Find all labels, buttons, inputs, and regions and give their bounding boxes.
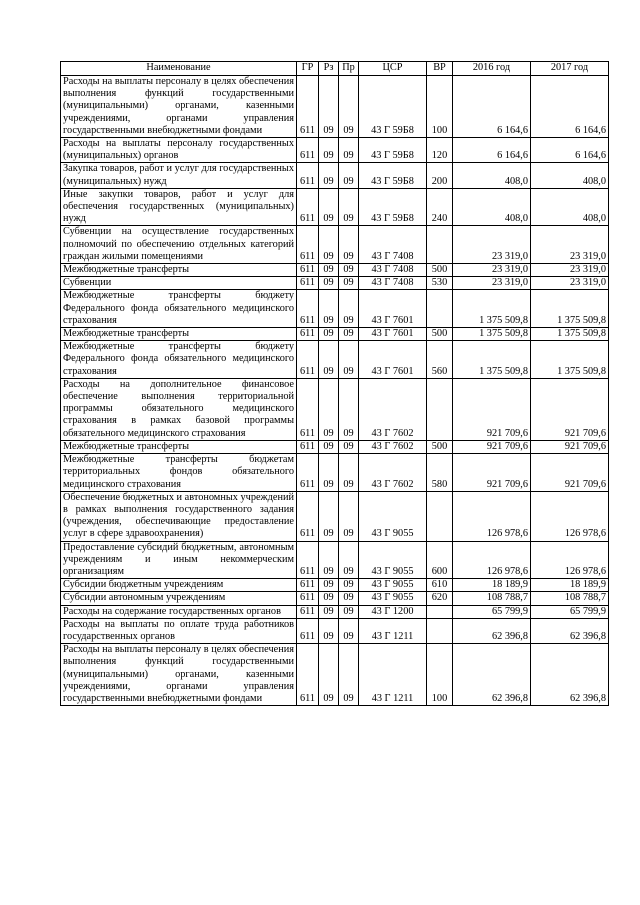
cell-rz: 09	[319, 328, 339, 341]
table-row	[61, 605, 609, 618]
cell-csr: 43 Г 7408	[359, 226, 427, 264]
cell-rz: 09	[319, 138, 339, 163]
cell-rz: 09	[319, 592, 339, 605]
cell-rz: 09	[319, 226, 339, 264]
cell-pr: 09	[339, 277, 359, 290]
cell-name: Субвенции	[61, 277, 297, 290]
cell-gr: 611	[297, 378, 319, 440]
table-row	[61, 76, 609, 138]
cell-amount-2017: 108 788,7	[531, 592, 609, 605]
cell-csr: 43 Г 9055	[359, 579, 427, 592]
cell-gr: 611	[297, 341, 319, 379]
cell-name: Межбюджетные трансферты бюджетам территориальных фондов обязательного медицинского страхования	[61, 454, 297, 492]
cell-amount-2017: 408,0	[531, 188, 609, 226]
table-row	[61, 644, 609, 706]
cell-name: Субсидии автономным учреждениям	[61, 592, 297, 605]
cell-csr: 43 Г 1211	[359, 618, 427, 643]
cell-amount-2017: 921 709,6	[531, 440, 609, 453]
cell-csr: 43 Г 9055	[359, 541, 427, 579]
cell-name: Межбюджетные трансферты	[61, 440, 297, 453]
cell-amount-2017: 921 709,6	[531, 454, 609, 492]
cell-vr	[427, 290, 453, 328]
cell-name: Субвенции на осуществление государственных полномочий по обеспечению отдельных категорий граждан жилыми помещениями	[61, 226, 297, 264]
cell-name: Межбюджетные трансферты бюджету Федерального фонда обязательного медицинского страхования	[61, 290, 297, 328]
cell-name: Расходы на содержание государственных органов	[61, 605, 297, 618]
cell-gr: 611	[297, 76, 319, 138]
cell-rz: 09	[319, 618, 339, 643]
table-row	[61, 579, 609, 592]
cell-vr: 100	[427, 644, 453, 706]
table-header-row	[61, 62, 609, 76]
table-row	[61, 341, 609, 379]
cell-rz: 09	[319, 163, 339, 188]
cell-rz: 09	[319, 605, 339, 618]
cell-gr: 611	[297, 541, 319, 579]
table-row	[61, 188, 609, 226]
cell-gr: 611	[297, 226, 319, 264]
cell-amount-2016: 921 709,6	[453, 378, 531, 440]
cell-amount-2016: 23 319,0	[453, 226, 531, 264]
cell-amount-2017: 1 375 509,8	[531, 290, 609, 328]
cell-csr: 43 Г 7601	[359, 328, 427, 341]
table-row	[61, 378, 609, 440]
cell-vr: 500	[427, 440, 453, 453]
cell-rz: 09	[319, 440, 339, 453]
table-row	[61, 618, 609, 643]
cell-amount-2017: 6 164,6	[531, 138, 609, 163]
cell-amount-2016: 6 164,6	[453, 76, 531, 138]
table-row	[61, 163, 609, 188]
cell-amount-2016: 126 978,6	[453, 491, 531, 541]
cell-amount-2017: 18 189,9	[531, 579, 609, 592]
cell-pr: 09	[339, 592, 359, 605]
cell-name: Расходы на выплаты по оплате труда работников государственных органов	[61, 618, 297, 643]
cell-csr: 43 Г 7602	[359, 454, 427, 492]
cell-amount-2016: 23 319,0	[453, 277, 531, 290]
cell-amount-2017: 23 319,0	[531, 277, 609, 290]
cell-amount-2017: 23 319,0	[531, 264, 609, 277]
cell-vr: 120	[427, 138, 453, 163]
cell-pr: 09	[339, 163, 359, 188]
cell-csr: 43 Г 59Б8	[359, 76, 427, 138]
cell-gr: 611	[297, 644, 319, 706]
cell-amount-2016: 1 375 509,8	[453, 328, 531, 341]
cell-csr: 43 Г 1200	[359, 605, 427, 618]
cell-vr	[427, 618, 453, 643]
cell-gr: 611	[297, 188, 319, 226]
cell-name: Межбюджетные трансферты бюджету Федерального фонда обязательного медицинского страхования	[61, 341, 297, 379]
cell-name: Межбюджетные трансферты	[61, 264, 297, 277]
table-row	[61, 491, 609, 541]
cell-rz: 09	[319, 644, 339, 706]
cell-pr: 09	[339, 644, 359, 706]
cell-amount-2017: 23 319,0	[531, 226, 609, 264]
cell-amount-2016: 1 375 509,8	[453, 290, 531, 328]
header-vr: ВР	[427, 62, 453, 76]
table-row	[61, 264, 609, 277]
cell-rz: 09	[319, 541, 339, 579]
cell-amount-2016: 921 709,6	[453, 440, 531, 453]
cell-name: Расходы на выплаты персоналу в целях обеспечения выполнения функций государственными (муниципальными) органами, казенными учреждениями, органами управления государственными внебюджетными фондами	[61, 76, 297, 138]
cell-vr: 530	[427, 277, 453, 290]
table-row	[61, 541, 609, 579]
table-row	[61, 277, 609, 290]
cell-amount-2017: 1 375 509,8	[531, 328, 609, 341]
cell-gr: 611	[297, 440, 319, 453]
cell-amount-2016: 23 319,0	[453, 264, 531, 277]
cell-pr: 09	[339, 76, 359, 138]
cell-csr: 43 Г 7408	[359, 264, 427, 277]
cell-pr: 09	[339, 378, 359, 440]
cell-name: Закупка товаров, работ и услуг для государственных (муниципальных) нужд	[61, 163, 297, 188]
table-row	[61, 138, 609, 163]
cell-pr: 09	[339, 440, 359, 453]
cell-vr: 610	[427, 579, 453, 592]
table-row	[61, 290, 609, 328]
cell-amount-2016: 18 189,9	[453, 579, 531, 592]
cell-gr: 611	[297, 491, 319, 541]
cell-pr: 09	[339, 290, 359, 328]
cell-rz: 09	[319, 290, 339, 328]
cell-rz: 09	[319, 264, 339, 277]
cell-rz: 09	[319, 277, 339, 290]
cell-amount-2017: 62 396,8	[531, 644, 609, 706]
cell-vr: 560	[427, 341, 453, 379]
header-pr: Пр	[339, 62, 359, 76]
cell-amount-2016: 62 396,8	[453, 618, 531, 643]
cell-amount-2016: 408,0	[453, 188, 531, 226]
cell-csr: 43 Г 59Б8	[359, 138, 427, 163]
cell-name: Межбюджетные трансферты	[61, 328, 297, 341]
cell-gr: 611	[297, 138, 319, 163]
cell-amount-2017: 126 978,6	[531, 491, 609, 541]
cell-amount-2016: 108 788,7	[453, 592, 531, 605]
cell-pr: 09	[339, 328, 359, 341]
cell-amount-2017: 1 375 509,8	[531, 341, 609, 379]
cell-csr: 43 Г 7601	[359, 341, 427, 379]
cell-pr: 09	[339, 454, 359, 492]
cell-csr: 43 Г 7408	[359, 277, 427, 290]
cell-rz: 09	[319, 76, 339, 138]
cell-amount-2017: 65 799,9	[531, 605, 609, 618]
cell-vr	[427, 605, 453, 618]
cell-name: Расходы на выплаты персоналу государственных (муниципальных) органов	[61, 138, 297, 163]
cell-gr: 611	[297, 592, 319, 605]
cell-gr: 611	[297, 277, 319, 290]
cell-gr: 611	[297, 454, 319, 492]
cell-csr: 43 Г 7602	[359, 378, 427, 440]
cell-pr: 09	[339, 605, 359, 618]
cell-rz: 09	[319, 454, 339, 492]
cell-amount-2017: 408,0	[531, 163, 609, 188]
cell-rz: 09	[319, 491, 339, 541]
cell-vr	[427, 378, 453, 440]
cell-amount-2016: 65 799,9	[453, 605, 531, 618]
cell-gr: 611	[297, 290, 319, 328]
cell-rz: 09	[319, 378, 339, 440]
cell-amount-2016: 1 375 509,8	[453, 341, 531, 379]
cell-csr: 43 Г 59Б8	[359, 163, 427, 188]
cell-amount-2017: 126 978,6	[531, 541, 609, 579]
cell-vr: 500	[427, 328, 453, 341]
table-row	[61, 592, 609, 605]
cell-vr: 620	[427, 592, 453, 605]
cell-pr: 09	[339, 138, 359, 163]
cell-vr: 600	[427, 541, 453, 579]
table-row	[61, 440, 609, 453]
table-row	[61, 328, 609, 341]
cell-amount-2016: 921 709,6	[453, 454, 531, 492]
cell-pr: 09	[339, 264, 359, 277]
cell-name: Предоставление субсидий бюджетным, автономным учреждениям и иным некоммерческим организациям	[61, 541, 297, 579]
cell-name: Субсидии бюджетным учреждениям	[61, 579, 297, 592]
cell-name: Расходы на дополнительное финансовое обеспечение выполнения территориальной программы обязательного медицинского страхования в рамках базовой программы обязательного медицинского страхования	[61, 378, 297, 440]
cell-pr: 09	[339, 618, 359, 643]
cell-gr: 611	[297, 579, 319, 592]
cell-amount-2017: 6 164,6	[531, 76, 609, 138]
header-rz: Рз	[319, 62, 339, 76]
cell-rz: 09	[319, 579, 339, 592]
cell-pr: 09	[339, 579, 359, 592]
header-year-2017: 2017 год	[531, 62, 609, 76]
cell-gr: 611	[297, 618, 319, 643]
cell-csr: 43 Г 1211	[359, 644, 427, 706]
cell-amount-2017: 62 396,8	[531, 618, 609, 643]
cell-csr: 43 Г 7602	[359, 440, 427, 453]
cell-pr: 09	[339, 491, 359, 541]
cell-pr: 09	[339, 341, 359, 379]
cell-pr: 09	[339, 188, 359, 226]
cell-vr: 100	[427, 76, 453, 138]
cell-gr: 611	[297, 163, 319, 188]
cell-vr: 240	[427, 188, 453, 226]
budget-table	[60, 61, 609, 706]
header-year-2016: 2016 год	[453, 62, 531, 76]
header-csr: ЦСР	[359, 62, 427, 76]
cell-gr: 611	[297, 605, 319, 618]
cell-amount-2016: 126 978,6	[453, 541, 531, 579]
cell-vr: 500	[427, 264, 453, 277]
cell-amount-2017: 921 709,6	[531, 378, 609, 440]
cell-vr	[427, 226, 453, 264]
cell-vr: 200	[427, 163, 453, 188]
header-gr: ГР	[297, 62, 319, 76]
cell-rz: 09	[319, 341, 339, 379]
cell-amount-2016: 62 396,8	[453, 644, 531, 706]
table-row	[61, 226, 609, 264]
cell-gr: 611	[297, 328, 319, 341]
cell-vr: 580	[427, 454, 453, 492]
cell-name: Иные закупки товаров, работ и услуг для обеспечения государственных (муниципальных) нужд	[61, 188, 297, 226]
cell-gr: 611	[297, 264, 319, 277]
cell-pr: 09	[339, 226, 359, 264]
cell-amount-2016: 6 164,6	[453, 138, 531, 163]
cell-vr	[427, 491, 453, 541]
header-name: Наименование	[61, 62, 297, 76]
cell-csr: 43 Г 7601	[359, 290, 427, 328]
cell-rz: 09	[319, 188, 339, 226]
table-row	[61, 454, 609, 492]
cell-name: Обеспечение бюджетных и автономных учреждений в рамках выполнения государственного задания (учреждения, обеспечивающие предоставление услуг в сфере здравоохранения)	[61, 491, 297, 541]
cell-name: Расходы на выплаты персоналу в целях обеспечения выполнения функций государственными (муниципальными) органами, казенными учреждениями, органами управления государственными внебюджетными фондами	[61, 644, 297, 706]
cell-pr: 09	[339, 541, 359, 579]
cell-csr: 43 Г 9055	[359, 592, 427, 605]
cell-csr: 43 Г 9055	[359, 491, 427, 541]
cell-amount-2016: 408,0	[453, 163, 531, 188]
cell-csr: 43 Г 59Б8	[359, 188, 427, 226]
